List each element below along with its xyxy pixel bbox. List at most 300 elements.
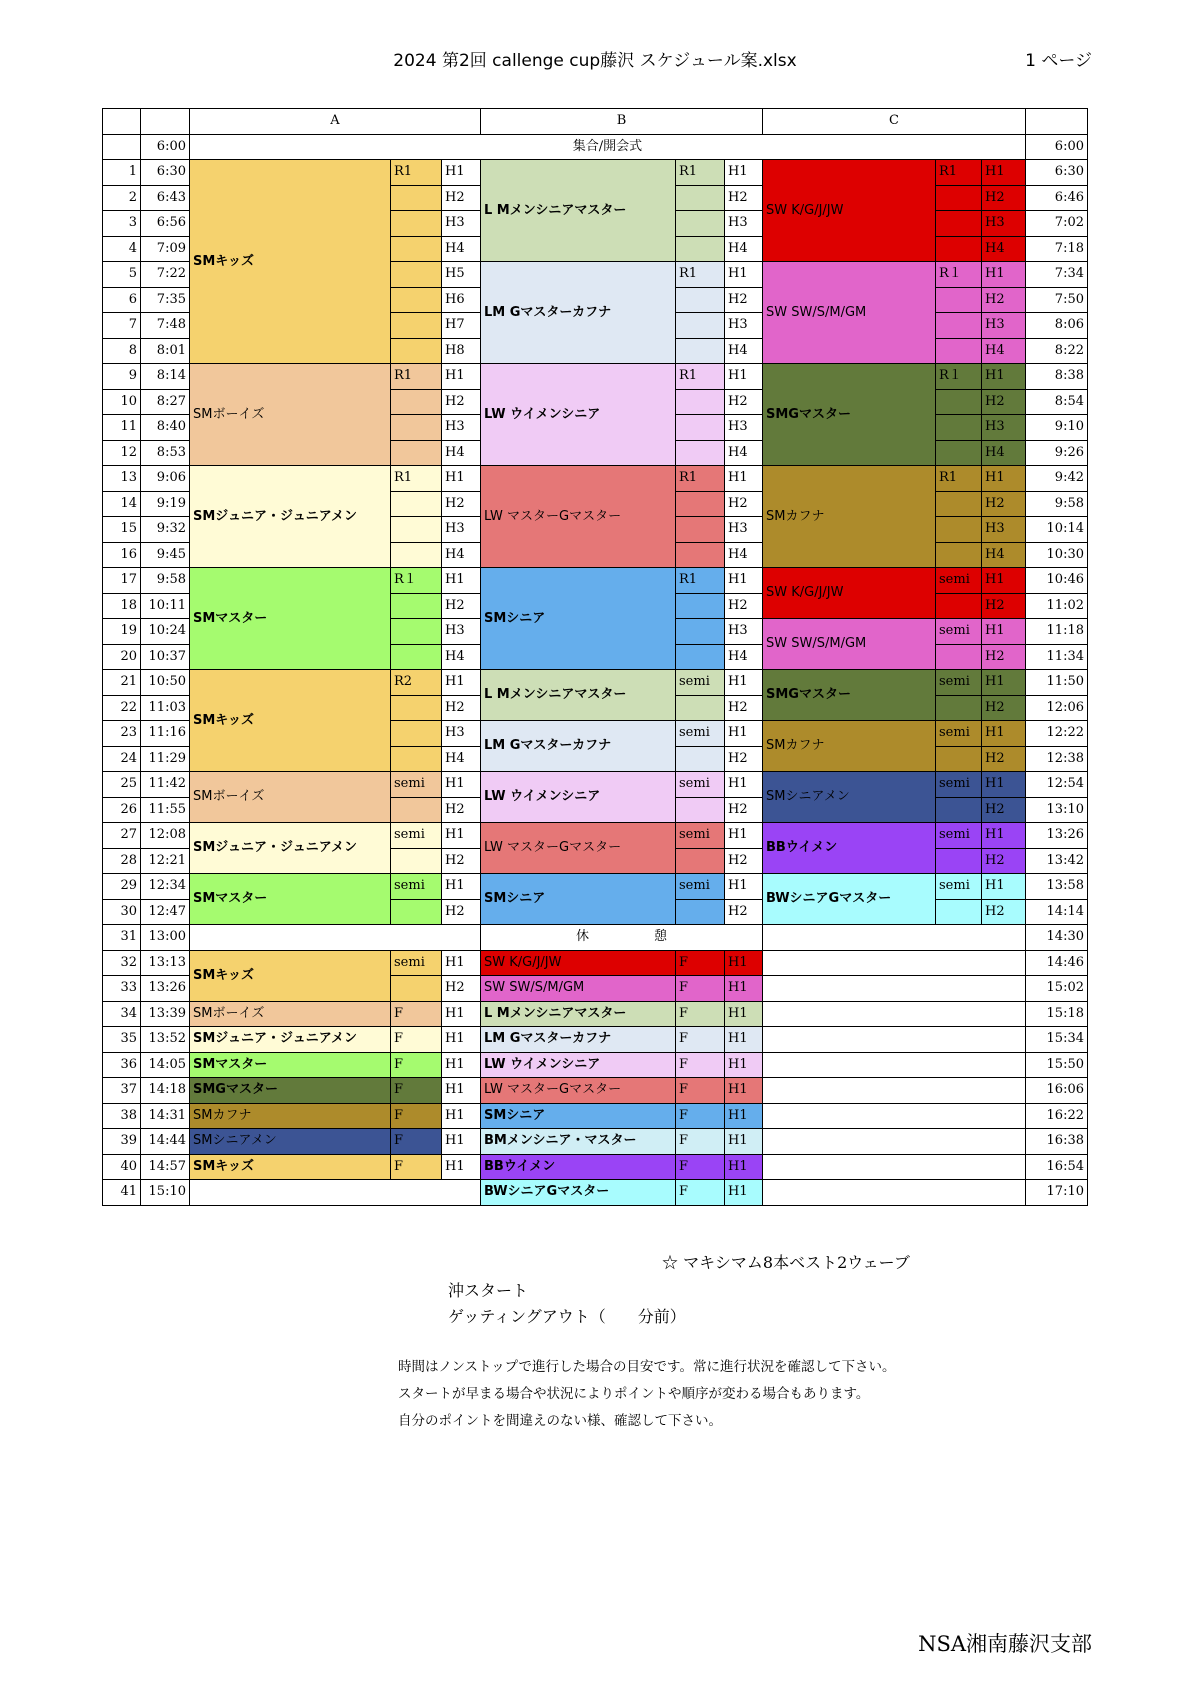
corner-cell (103, 109, 141, 135)
round-cell (676, 185, 725, 211)
event-name-cell: SW SW/S/M/GM (763, 262, 936, 364)
round-cell (676, 542, 725, 568)
event-name-cell: SMシニアメン (190, 1129, 391, 1155)
column-header-c: C (763, 109, 1026, 135)
page-number: 1 ページ (1025, 51, 1092, 71)
row-number-cell: 23 (103, 721, 141, 747)
event-name-cell: SMカフナ (763, 721, 936, 772)
round-cell: semi (936, 874, 982, 900)
heat-cell: H4 (442, 746, 481, 772)
right-time-cell: 9:26 (1026, 440, 1088, 466)
time-cell: 9:58 (141, 568, 190, 594)
heat-cell: H1 (725, 1129, 763, 1155)
right-time-cell: 13:26 (1026, 823, 1088, 849)
round-cell (936, 746, 982, 772)
heat-cell: H1 (982, 568, 1026, 594)
heat-cell: H3 (725, 211, 763, 237)
heat-cell: H1 (725, 1103, 763, 1129)
round-cell: F (676, 1052, 725, 1078)
round-cell: semi (676, 670, 725, 696)
event-name-cell: LW ウイメンシニア (481, 1052, 676, 1078)
round-cell: R１ (936, 364, 982, 390)
time-cell: 11:16 (141, 721, 190, 747)
round-cell (936, 185, 982, 211)
right-time-cell: 10:30 (1026, 542, 1088, 568)
round-cell (391, 721, 442, 747)
heat-cell: H2 (442, 695, 481, 721)
heat-cell: H6 (442, 287, 481, 313)
round-cell: F (676, 1180, 725, 1206)
round-cell: F (391, 1001, 442, 1027)
event-name-cell: SMボーイズ (190, 1001, 391, 1027)
notice-line: スタートが早まる場合や状況によりポイントや順序が変わる場合もあります。 (398, 1386, 870, 1402)
right-time-cell: 13:42 (1026, 848, 1088, 874)
round-cell (391, 848, 442, 874)
round-cell: F (676, 1154, 725, 1180)
notice-line: 自分のポイントを間違えのない様、確認して下さい。 (398, 1413, 722, 1429)
heat-cell: H3 (442, 211, 481, 237)
heat-cell: H3 (442, 619, 481, 645)
event-name-cell: BMメンシニア・マスター (481, 1129, 676, 1155)
event-name-cell: LW マスターGマスター (481, 1078, 676, 1104)
row-number-cell: 16 (103, 542, 141, 568)
round-cell (676, 593, 725, 619)
round-cell: F (676, 976, 725, 1002)
right-time-cell: 6:30 (1026, 160, 1088, 186)
column-header-row (103, 109, 1088, 135)
empty-cell (763, 1180, 1026, 1206)
heat-cell: H1 (982, 874, 1026, 900)
heat-cell: H1 (982, 823, 1026, 849)
heat-cell: H4 (982, 236, 1026, 262)
time-cell: 11:42 (141, 772, 190, 798)
event-name-cell: SW SW/S/M/GM (763, 619, 936, 670)
round-cell (391, 517, 442, 543)
round-cell (391, 287, 442, 313)
event-name-cell: BBウイメン (763, 823, 936, 874)
heat-cell: H3 (725, 313, 763, 339)
right-time-cell: 7:50 (1026, 287, 1088, 313)
heat-cell: H4 (442, 542, 481, 568)
heat-cell: H7 (442, 313, 481, 339)
round-cell: R1 (676, 466, 725, 492)
event-name-cell: SMカフナ (190, 1103, 391, 1129)
heat-cell: H1 (442, 1154, 481, 1180)
column-header-b: B (481, 109, 763, 135)
heat-cell: H3 (725, 415, 763, 441)
heat-cell: H4 (725, 644, 763, 670)
time-cell: 15:10 (141, 1180, 190, 1206)
round-cell (391, 389, 442, 415)
heat-cell: H1 (725, 976, 763, 1002)
round-cell (936, 899, 982, 925)
round-cell: semi (936, 568, 982, 594)
row-number-cell: 13 (103, 466, 141, 492)
event-name-cell: SW SW/S/M/GM (481, 976, 676, 1002)
event-name-cell: SMGマスター (763, 670, 936, 721)
heat-cell: H1 (442, 1103, 481, 1129)
right-time-cell: 9:58 (1026, 491, 1088, 517)
round-cell (676, 415, 725, 441)
event-name-cell: LW マスターGマスター (481, 466, 676, 568)
table-row (103, 1001, 1088, 1027)
table-row (103, 772, 1088, 798)
right-time-cell: 7:02 (1026, 211, 1088, 237)
round-cell (391, 236, 442, 262)
heat-cell: H2 (442, 491, 481, 517)
event-name-cell: LM Gマスターカフナ (481, 721, 676, 772)
time-cell: 8:53 (141, 440, 190, 466)
heat-cell: H2 (982, 644, 1026, 670)
row-number-cell: 2 (103, 185, 141, 211)
row-number-cell: 4 (103, 236, 141, 262)
round-cell (391, 695, 442, 721)
round-cell (676, 491, 725, 517)
row-number-cell: 33 (103, 976, 141, 1002)
event-name-cell: LW マスターGマスター (481, 823, 676, 874)
event-name-cell: L Mメンシニアマスター (481, 1001, 676, 1027)
round-cell (676, 389, 725, 415)
organization-footer: NSA湘南藤沢支部 (918, 1632, 1092, 1656)
round-cell (676, 287, 725, 313)
round-cell (676, 848, 725, 874)
row-number-cell: 18 (103, 593, 141, 619)
round-cell: F (391, 1154, 442, 1180)
round-cell (936, 517, 982, 543)
round-cell (391, 619, 442, 645)
table-row (103, 1078, 1088, 1104)
round-cell (936, 644, 982, 670)
row-number-cell: 31 (103, 925, 141, 951)
round-cell: R1 (391, 364, 442, 390)
event-name-cell: LW ウイメンシニア (481, 364, 676, 466)
round-cell (676, 440, 725, 466)
table-row (103, 1052, 1088, 1078)
event-name-cell: SMシニア (481, 874, 676, 925)
round-cell (676, 644, 725, 670)
time-cell: 13:39 (141, 1001, 190, 1027)
heat-cell: H1 (725, 160, 763, 186)
heat-cell: H2 (442, 185, 481, 211)
time-cell: 10:50 (141, 670, 190, 696)
round-cell: F (391, 1103, 442, 1129)
empty-cell (763, 1001, 1026, 1027)
heat-cell: H1 (982, 670, 1026, 696)
heat-cell: H2 (725, 695, 763, 721)
heat-cell: H4 (982, 440, 1026, 466)
heat-cell: H2 (982, 797, 1026, 823)
right-time-cell: 12:54 (1026, 772, 1088, 798)
round-cell (391, 976, 442, 1002)
heat-cell: H1 (982, 262, 1026, 288)
event-name-cell: SW K/G/J/JW (763, 568, 936, 619)
heat-cell: H4 (442, 440, 481, 466)
right-time-cell: 10:46 (1026, 568, 1088, 594)
right-time-cell: 15:50 (1026, 1052, 1088, 1078)
heat-cell: H2 (725, 746, 763, 772)
right-time-cell: 9:10 (1026, 415, 1088, 441)
heat-cell: H1 (442, 772, 481, 798)
heat-cell: H4 (442, 236, 481, 262)
event-name-cell: SMキッズ (190, 160, 391, 364)
right-time-cell: 16:22 (1026, 1103, 1088, 1129)
heat-cell: H1 (725, 1001, 763, 1027)
right-time-cell: 8:06 (1026, 313, 1088, 339)
heat-cell: H2 (982, 593, 1026, 619)
row-number-cell: 22 (103, 695, 141, 721)
round-cell (391, 262, 442, 288)
round-cell: F (676, 1103, 725, 1129)
heat-cell: H2 (442, 976, 481, 1002)
heat-cell: H1 (442, 874, 481, 900)
heat-cell: H1 (725, 772, 763, 798)
table-row (103, 568, 1088, 594)
heat-cell: H8 (442, 338, 481, 364)
heat-cell: H2 (725, 899, 763, 925)
event-name-cell: SMマスター (190, 874, 391, 925)
round-cell (391, 313, 442, 339)
time-cell: 7:35 (141, 287, 190, 313)
heat-cell: H2 (442, 797, 481, 823)
round-cell (936, 211, 982, 237)
event-name-cell: BWシニアGマスター (481, 1180, 676, 1206)
right-time-cell: 11:50 (1026, 670, 1088, 696)
time-cell: 10:37 (141, 644, 190, 670)
round-cell (391, 338, 442, 364)
right-time-cell: 14:46 (1026, 950, 1088, 976)
table-row (103, 1027, 1088, 1053)
right-time-cell: 11:02 (1026, 593, 1088, 619)
event-name-cell: BBウイメン (481, 1154, 676, 1180)
round-cell (936, 287, 982, 313)
row-number-cell: 20 (103, 644, 141, 670)
right-time-cell: 13:58 (1026, 874, 1088, 900)
round-cell: semi (391, 772, 442, 798)
heat-cell: H1 (442, 1129, 481, 1155)
round-cell: semi (676, 772, 725, 798)
time-cell: 14:57 (141, 1154, 190, 1180)
heat-cell: H3 (982, 415, 1026, 441)
round-cell: semi (936, 823, 982, 849)
event-name-cell: SMシニア (481, 568, 676, 670)
heat-cell: H1 (725, 670, 763, 696)
round-cell (936, 415, 982, 441)
time-cell: 12:47 (141, 899, 190, 925)
round-cell (936, 440, 982, 466)
row-number-cell: 39 (103, 1129, 141, 1155)
round-cell: semi (936, 721, 982, 747)
right-time-cell: 11:18 (1026, 619, 1088, 645)
time-cell: 10:24 (141, 619, 190, 645)
right-time-cell: 11:34 (1026, 644, 1088, 670)
right-time-cell: 7:18 (1026, 236, 1088, 262)
row-number-cell: 8 (103, 338, 141, 364)
round-cell (936, 797, 982, 823)
heat-cell: H1 (725, 262, 763, 288)
heat-cell: H2 (442, 848, 481, 874)
round-cell: F (676, 950, 725, 976)
column-header-a: A (190, 109, 481, 135)
heat-cell: H4 (442, 644, 481, 670)
row-number-cell: 35 (103, 1027, 141, 1053)
event-name-cell: SMボーイズ (190, 364, 391, 466)
right-time-cell: 10:14 (1026, 517, 1088, 543)
row-number-cell: 10 (103, 389, 141, 415)
heat-cell: H1 (442, 1078, 481, 1104)
time-cell: 8:27 (141, 389, 190, 415)
event-name-cell: SMキッズ (190, 950, 391, 1001)
heat-cell: H4 (725, 542, 763, 568)
heat-cell: H1 (982, 721, 1026, 747)
row-number-cell: 41 (103, 1180, 141, 1206)
heat-cell: H1 (442, 568, 481, 594)
heat-cell: H1 (982, 160, 1026, 186)
round-cell (391, 542, 442, 568)
event-name-cell: SMマスター (190, 1052, 391, 1078)
round-cell (936, 313, 982, 339)
round-cell: semi (676, 874, 725, 900)
row-number-cell: 27 (103, 823, 141, 849)
time-cell: 9:06 (141, 466, 190, 492)
time-cell: 9:32 (141, 517, 190, 543)
time-cell: 10:11 (141, 593, 190, 619)
empty-cell (190, 1180, 481, 1206)
time-cell: 12:21 (141, 848, 190, 874)
right-time-cell: 14:14 (1026, 899, 1088, 925)
heat-cell: H1 (725, 466, 763, 492)
right-time-cell: 12:38 (1026, 746, 1088, 772)
time-cell: 13:26 (141, 976, 190, 1002)
heat-cell: H3 (982, 313, 1026, 339)
heat-cell: H1 (725, 874, 763, 900)
row-number-cell: 24 (103, 746, 141, 772)
time-cell: 12:08 (141, 823, 190, 849)
event-name-cell: SMマスター (190, 568, 391, 670)
getting-out-note: ゲッティングアウト（ 分前） (448, 1307, 686, 1326)
heat-cell: H2 (725, 593, 763, 619)
round-cell: semi (391, 823, 442, 849)
round-cell (936, 593, 982, 619)
row-number-cell: 29 (103, 874, 141, 900)
time-cell: 8:01 (141, 338, 190, 364)
round-cell: semi (936, 772, 982, 798)
row-number-cell: 9 (103, 364, 141, 390)
row-number-cell: 32 (103, 950, 141, 976)
empty-cell (763, 950, 1026, 976)
row-number-cell: 14 (103, 491, 141, 517)
round-cell (391, 491, 442, 517)
round-cell: R1 (936, 466, 982, 492)
event-name-cell: L Mメンシニアマスター (481, 160, 676, 262)
table-row (103, 1103, 1088, 1129)
time-cell: 12:34 (141, 874, 190, 900)
heat-cell: H4 (982, 338, 1026, 364)
round-cell (936, 338, 982, 364)
table-row (103, 925, 1088, 951)
row-number-cell: 17 (103, 568, 141, 594)
heat-cell: H3 (442, 721, 481, 747)
heat-cell: H1 (982, 619, 1026, 645)
round-cell: semi (676, 721, 725, 747)
round-cell (391, 185, 442, 211)
row-number-cell: 3 (103, 211, 141, 237)
heat-cell: H1 (982, 466, 1026, 492)
empty-cell (763, 1052, 1026, 1078)
right-time-cell: 16:38 (1026, 1129, 1088, 1155)
time-cell: 8:14 (141, 364, 190, 390)
heat-cell: H2 (442, 593, 481, 619)
heat-cell: H1 (725, 1027, 763, 1053)
row-number-cell: 40 (103, 1154, 141, 1180)
heat-cell: H1 (442, 1001, 481, 1027)
event-name-cell: SW K/G/J/JW (481, 950, 676, 976)
time-cell: 7:48 (141, 313, 190, 339)
right-time-cell: 7:34 (1026, 262, 1088, 288)
right-time-cell: 15:34 (1026, 1027, 1088, 1053)
right-time-cell: 8:38 (1026, 364, 1088, 390)
row-number-cell: 1 (103, 160, 141, 186)
heat-cell: H2 (982, 746, 1026, 772)
round-cell (676, 313, 725, 339)
round-cell (676, 338, 725, 364)
row-number-cell: 30 (103, 899, 141, 925)
event-name-cell: LM Gマスターカフナ (481, 262, 676, 364)
round-cell: R1 (391, 466, 442, 492)
heat-cell: H2 (442, 899, 481, 925)
right-time-cell: 8:22 (1026, 338, 1088, 364)
heat-cell: H4 (725, 440, 763, 466)
round-cell: R1 (676, 160, 725, 186)
right-time-cell: 6:46 (1026, 185, 1088, 211)
right-time-cell: 15:02 (1026, 976, 1088, 1002)
round-cell: F (676, 1078, 725, 1104)
round-cell: F (391, 1052, 442, 1078)
round-cell (936, 491, 982, 517)
round-cell: semi (936, 619, 982, 645)
row-number-cell: 36 (103, 1052, 141, 1078)
notice-line: 時間はノンストップで進行した場合の目安です。常に進行状況を確認して下さい。 (398, 1359, 896, 1375)
row-number-cell: 12 (103, 440, 141, 466)
time-cell: 14:05 (141, 1052, 190, 1078)
heat-cell: H3 (725, 517, 763, 543)
heat-cell: H1 (982, 772, 1026, 798)
table-row (103, 670, 1088, 696)
right-time-cell: 6:00 (1026, 134, 1088, 160)
round-cell: R2 (391, 670, 442, 696)
round-cell (676, 797, 725, 823)
heat-cell: H1 (442, 1052, 481, 1078)
right-time-cell: 15:18 (1026, 1001, 1088, 1027)
heat-cell: H3 (982, 211, 1026, 237)
time-cell: 14:44 (141, 1129, 190, 1155)
row-number-cell: 15 (103, 517, 141, 543)
document-title: 2024 第2回 callenge cup藤沢 スケジュール案.xlsx (393, 51, 797, 71)
time-cell: 6:56 (141, 211, 190, 237)
heat-cell: H1 (982, 364, 1026, 390)
round-cell (936, 848, 982, 874)
heat-cell: H3 (725, 619, 763, 645)
heat-cell: H1 (442, 1027, 481, 1053)
row-number-cell: 7 (103, 313, 141, 339)
time-cell: 9:19 (141, 491, 190, 517)
time-cell: 8:40 (141, 415, 190, 441)
opening-row (103, 134, 1088, 160)
round-cell (936, 389, 982, 415)
row-number-cell: 34 (103, 1001, 141, 1027)
empty-cell (763, 1027, 1026, 1053)
heat-cell: H1 (442, 160, 481, 186)
row-number-cell: 26 (103, 797, 141, 823)
